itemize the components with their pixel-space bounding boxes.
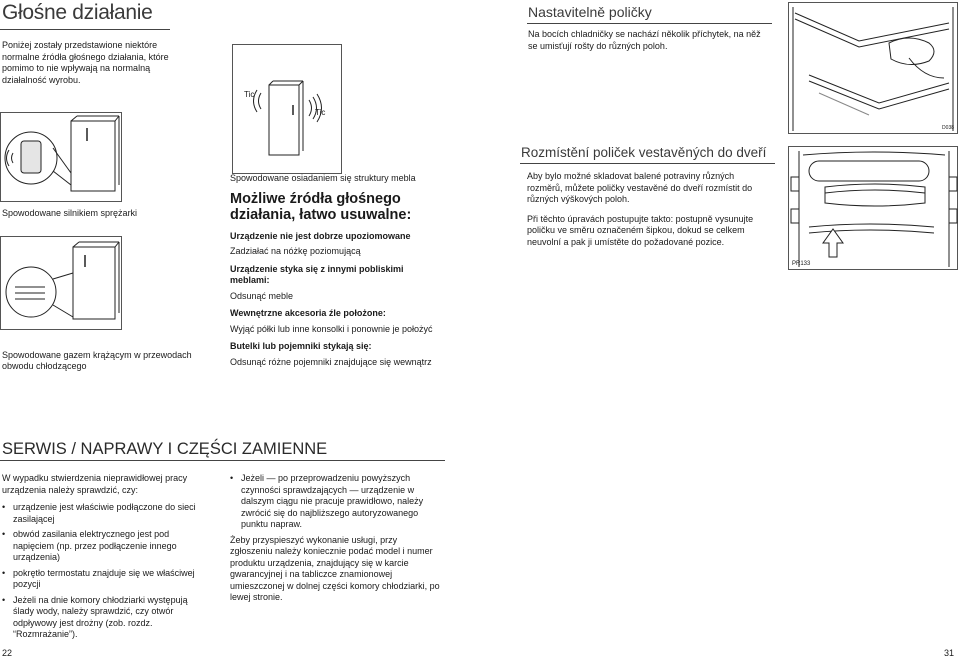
door-shelves-drawing <box>789 147 959 271</box>
shelves-figure <box>788 2 958 134</box>
service-rule <box>0 460 445 461</box>
intro-text: Poniżej zostały przedstawione niektóre normalne źródła głośnego działania, które pomimo to nie wpływają na normalną działalność wyrobu. <box>2 40 169 85</box>
service-intro: W wypadku stwierdzenia nieprawidłowej pracy urządzenia należy sprawdzić, czy: <box>2 473 188 495</box>
shelves-text: Na bocích chladničky se nachází několik příchytek, na něž se umisťují rošty do různých poloh. <box>528 29 761 51</box>
fridge-tic-figure <box>232 44 342 174</box>
shelves-figure-code: D038 <box>942 125 954 131</box>
service-title: SERWIS / NAPRAWY I CZĘŚCI ZAMIENNE <box>2 440 328 458</box>
door-shelves-text-1: Aby bylo možné skladovat balené potraviny různých rozměrů, můžete poličky vestavěné do dveří rozmístit do různých výškových poloh. <box>527 171 753 204</box>
gas-circuit-figure <box>0 236 122 330</box>
service-further-steps <box>230 473 440 531</box>
service-checklist <box>2 502 202 641</box>
page-number-right: 31 <box>944 648 955 658</box>
service-check-3: • pokrętło termostatu znajduje się we właściwej pozycji <box>2 568 202 591</box>
door-shelves-column <box>527 171 772 252</box>
gas-circuit-drawing <box>1 237 123 331</box>
source-item-3: Urządzenie styka się z innymi pobliskimi meblami: <box>230 263 404 285</box>
gas-caption: Spowodowane gazem krążącym w przewodach obwodu chłodzącego <box>2 350 192 371</box>
service-further-1: • Jeżeli — po przeprowadzeniu powyższych czynności sprawdzających — urządzenie w dalszym ciągu nie pracuje prawidłowo, należy zwrócić się do najbliższego autoryzowanego punktu napraw. <box>230 473 440 531</box>
sources-heading: Możliwe źródła głośnego działania, łatwo usuwalne: <box>230 190 412 223</box>
shelves-title: Nastavitelně poličky <box>528 4 652 20</box>
source-item-4: Odsunąć meble <box>230 290 294 301</box>
compressor-figure <box>0 112 122 202</box>
door-shelves-figure <box>788 146 958 270</box>
source-item-6: Wyjąć półki lub inne konsolki i ponownie je położyć <box>230 323 433 334</box>
source-item-7: Butelki lub pojemniki stykają się: <box>230 341 372 351</box>
fridge-tic-drawing <box>233 45 343 175</box>
compressor-caption: Spowodowane silnikiem sprężarki <box>2 208 138 218</box>
service-check-1: • urządzenie jest właściwie podłączone do sieci zasilającej <box>2 502 202 525</box>
source-item-5: Wewnętrzne akcesoria źle położone: <box>230 308 386 318</box>
tic-label-right: Tic <box>315 108 326 117</box>
shelves-drawing <box>789 3 959 135</box>
shelves-rule <box>527 23 772 24</box>
door-shelves-text-2: Při těchto úpravách postupujte takto: postupně vysunujte poličku ve směru označeném šipkou, dokud se celkem neuvolní a pak ji umístěte do požadované pozice. <box>527 213 754 247</box>
settling-text: Spowodowane osiadaniem się struktury mebla <box>230 173 416 183</box>
source-item-1: Urządzenie nie jest dobrze upoziomowane <box>230 230 411 241</box>
page-title-left: Głośne działanie <box>2 1 153 24</box>
service-right-column <box>230 473 440 608</box>
door-figure-code: PR133 <box>792 261 811 267</box>
service-closing: Żeby przyspieszyć wykonanie usługi, przy zgłoszeniu należy koniecznie podać model i numer produktu urządzenia, znajdujący się w karcie gwarancyjnej i na tabliczce znamionowej umieszczonej w dolnej części komory chłodziarki, po lewej stronie. <box>230 534 440 602</box>
tic-label-left: Tic <box>244 90 255 99</box>
page-number-left: 22 <box>2 648 13 658</box>
service-check-4: • Jeżeli na dnie komory chłodziarki występują ślady wody, należy sprawdzić, czy otwór odpływowy jest drożny (zob. rozdz. “Rozmrażanie”). <box>2 595 202 641</box>
compressor-drawing <box>1 113 123 203</box>
source-item-2: Zadziałać na nóżkę poziomującą <box>230 246 361 256</box>
source-item-8: Odsunąć różne pojemniki znajdujące się wewnątrz <box>230 356 432 367</box>
noise-sources-column <box>230 173 442 372</box>
service-check-2: • obwód zasilania elektrycznego jest pod napięciem (np. przez podłączenie innego urządzenia) <box>2 529 202 564</box>
title-rule-left <box>0 29 170 30</box>
door-shelves-title: Rozmístění poliček vestavěných do dveří <box>521 145 767 160</box>
door-shelves-rule <box>520 163 775 164</box>
service-left-column <box>2 473 202 645</box>
